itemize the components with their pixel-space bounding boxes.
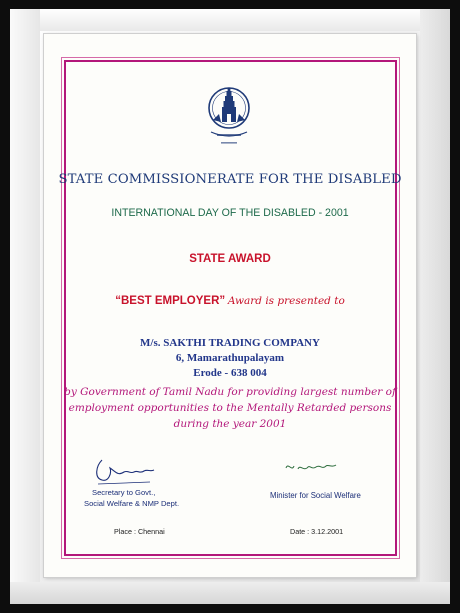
date-label: Date : 3.12.2001 xyxy=(290,527,344,536)
state-emblem-icon xyxy=(203,80,255,148)
citation-line-3: during the year 2001 xyxy=(173,418,287,430)
authority-heading: STATE COMMISSIONERATE FOR THE DISABLED xyxy=(58,172,402,187)
signature-right-icon xyxy=(282,458,342,478)
mat-bevel-bottom xyxy=(10,582,450,604)
citation-line-1: by Government of Tamil Nadu for providing largest number of xyxy=(64,386,396,398)
event-heading: INTERNATIONAL DAY OF THE DISABLED - 2001 xyxy=(111,207,349,219)
mat-bevel-top xyxy=(10,9,450,31)
recipient-name: M/s. SAKTHI TRADING COMPANY xyxy=(140,337,320,349)
signatory-right-title: Minister for Social Welfare xyxy=(270,491,361,500)
citation-line-2: employment opportunities to the Mentally Retarded persons xyxy=(68,402,392,414)
recipient-address-line2: Erode - 638 004 xyxy=(193,367,267,379)
award-type-heading: STATE AWARD xyxy=(189,253,271,265)
award-name: “BEST EMPLOYER” xyxy=(115,295,226,307)
signatory-left-title: Secretary to Govt., xyxy=(92,488,156,497)
place-label: Place : Chennai xyxy=(114,527,165,536)
recipient-address-line1: 6, Mamarathupalayam xyxy=(175,352,285,364)
signature-left-icon xyxy=(90,452,160,488)
signatory-left-dept: Social Welfare & NMP Dept. xyxy=(84,499,180,508)
award-line xyxy=(0,295,460,307)
award-phrase: Award is presented to xyxy=(227,295,345,307)
